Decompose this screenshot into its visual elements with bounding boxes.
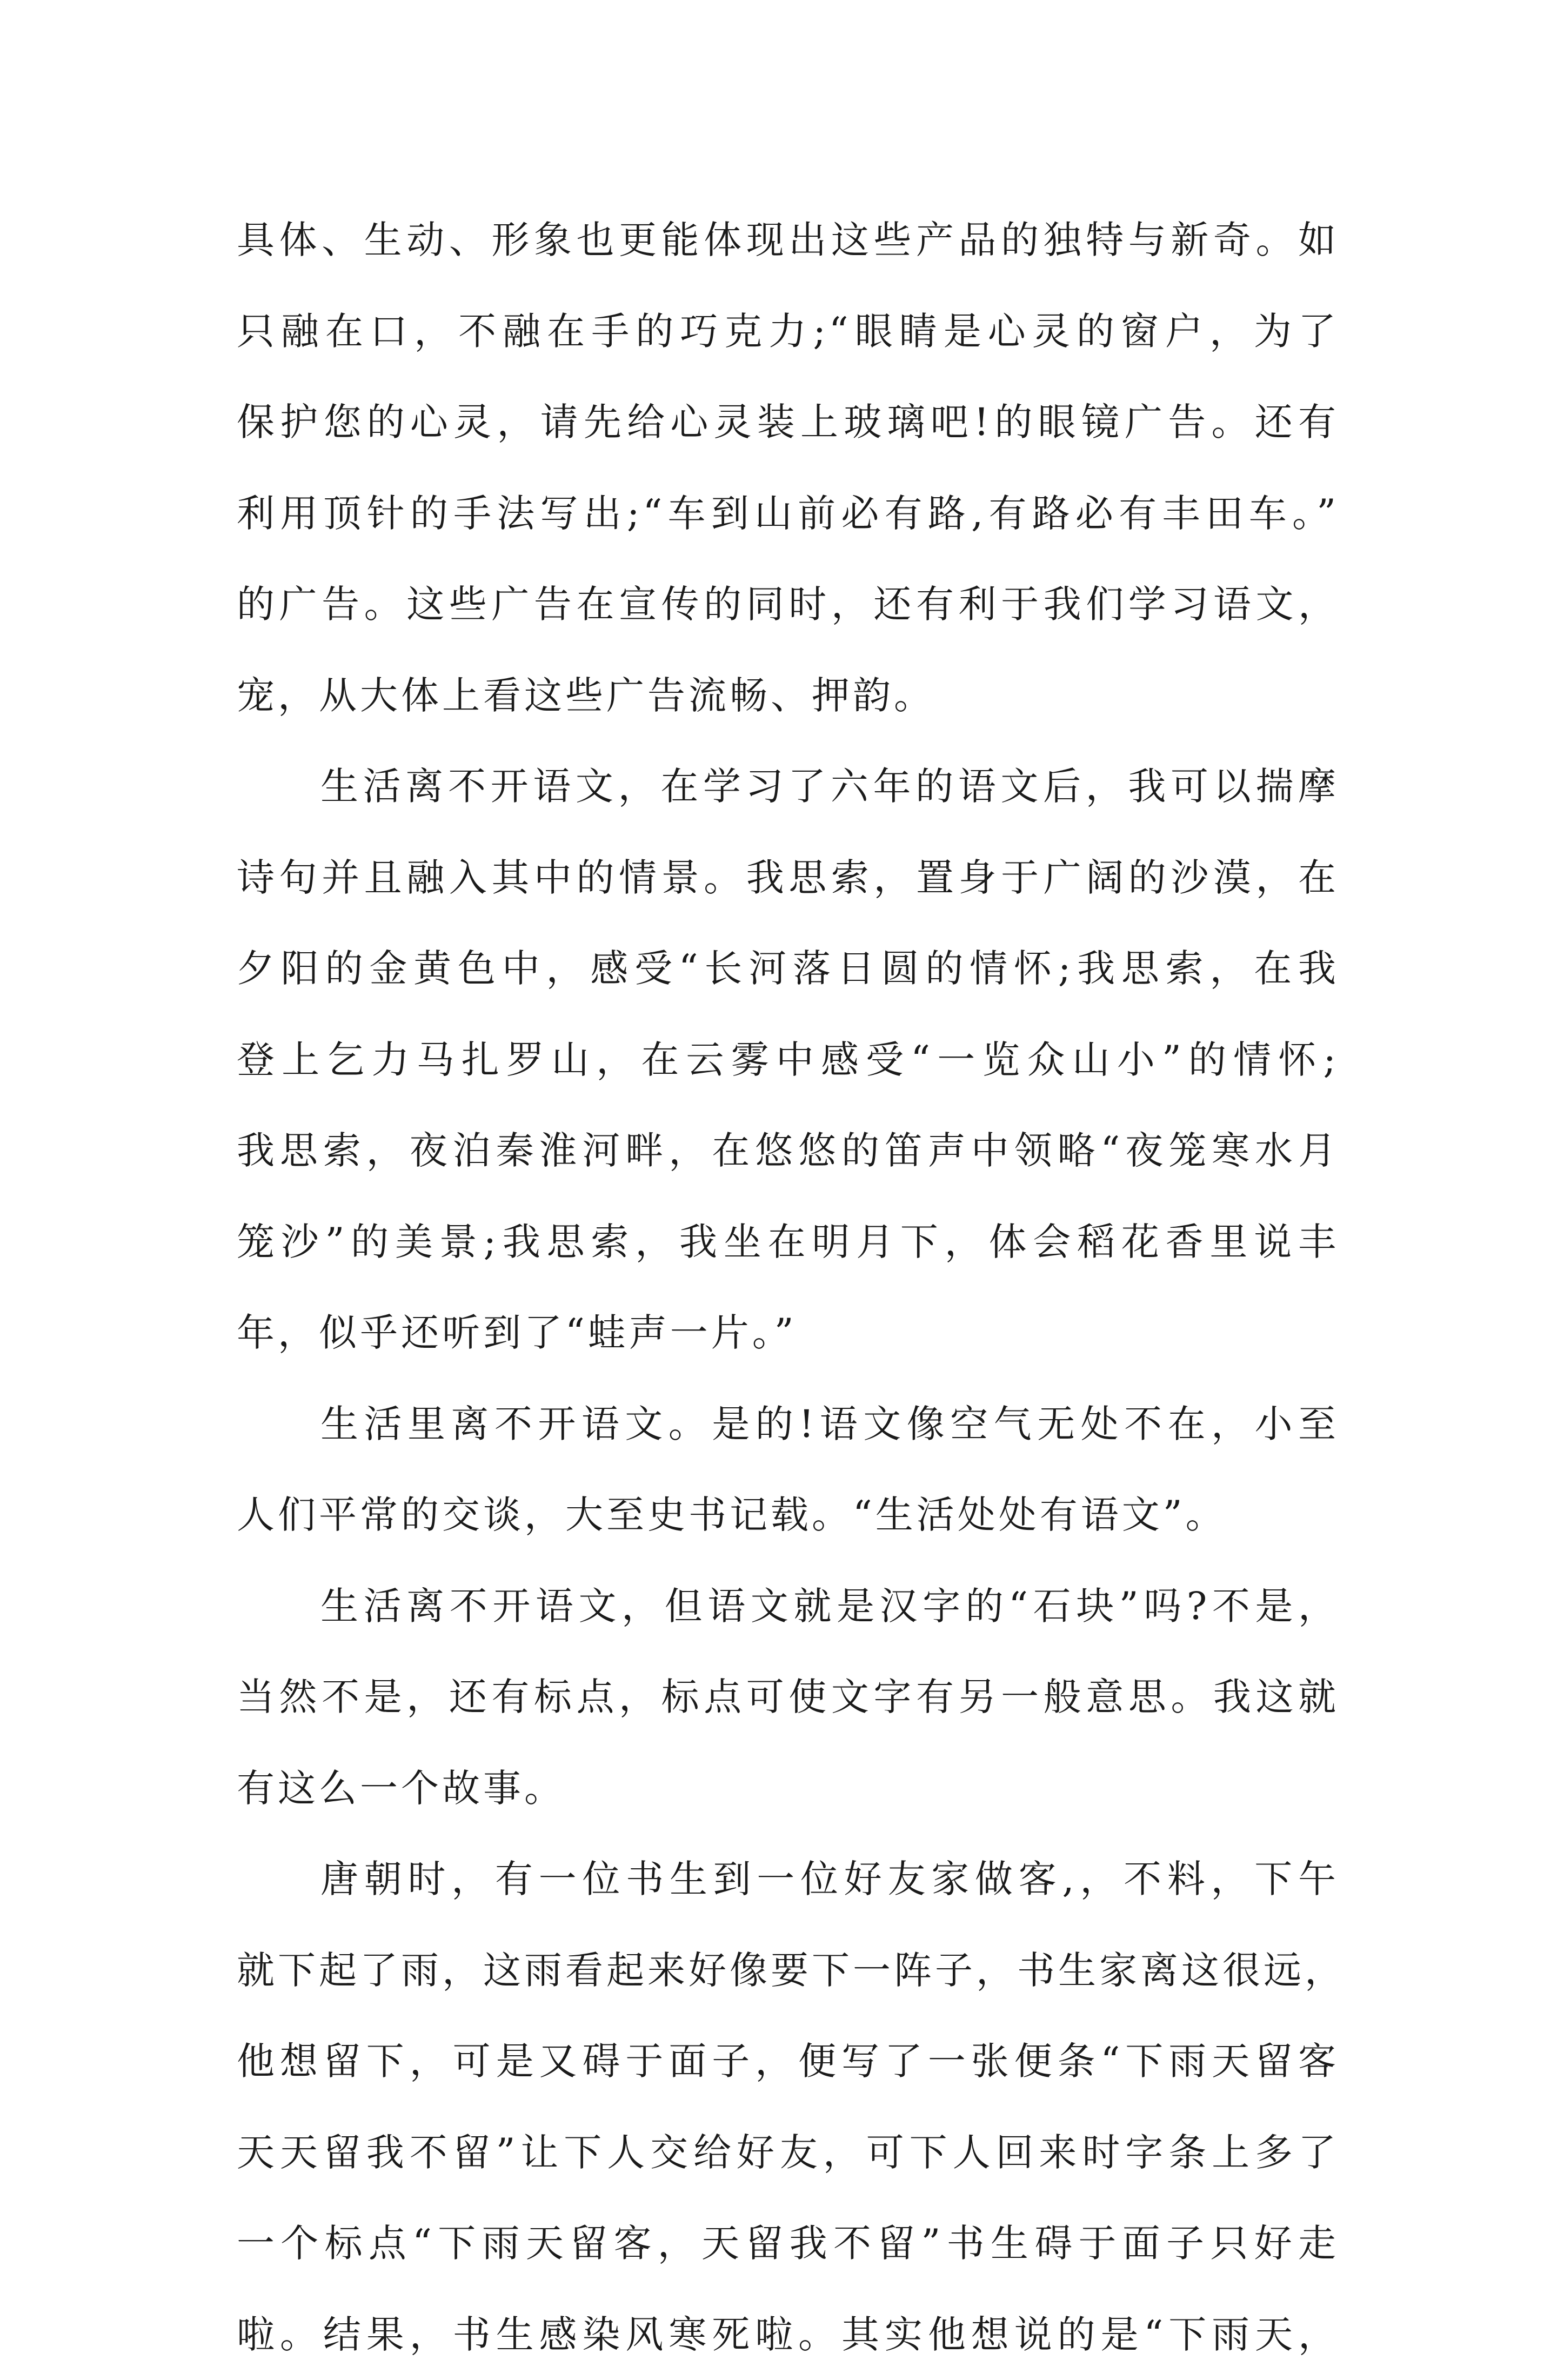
- text-line: 他想留下，可是又碍于面子，便写了一张便条“下雨天留客: [237, 2016, 1339, 2107]
- text-line: 生活里离不开语文。是的!语文像空气无处不在，小至: [237, 1379, 1339, 1470]
- text-line: 就下起了雨，这雨看起来好像要下一阵子，书生家离这很远，: [237, 1925, 1339, 2016]
- text-line: 天天留我不留”让下人交给好友，可下人回来时字条上多了: [237, 2107, 1339, 2198]
- text-line: 生活离不开语文，在学习了六年的语文后，我可以揣摩: [237, 741, 1339, 832]
- text-line: 的广告。这些广告在宣传的同时，还有利于我们学习语文，: [237, 559, 1339, 650]
- text-line: 利用顶针的手法写出;“车到山前必有路,有路必有丰田车。”: [237, 468, 1339, 559]
- text-line: 宠，从大体上看这些广告流畅、押韵。: [237, 650, 1339, 741]
- text-line: 我思索，夜泊秦淮河畔，在悠悠的笛声中领略“夜笼寒水月: [237, 1105, 1339, 1196]
- text-line: 只融在口，不融在手的巧克力;“眼睛是心灵的窗户，为了: [237, 286, 1339, 377]
- text-line: 生活离不开语文，但语文就是汉字的“石块”吗?不是，: [237, 1561, 1339, 1652]
- text-line: 人们平常的交谈，大至史书记载。“生活处处有语文”。: [237, 1469, 1339, 1561]
- text-line: 啦。结果，书生感染风寒死啦。其实他想说的是“下雨天，: [237, 2289, 1339, 2380]
- text-line: 笼沙”的美景;我思索，我坐在明月下，体会稻花香里说丰: [237, 1196, 1339, 1288]
- text-line: 一个标点“下雨天留客，天留我不留”书生碍于面子只好走: [237, 2198, 1339, 2289]
- text-line: 年，似乎还听到了“蛙声一片。”: [237, 1287, 1339, 1379]
- text-line: 有这么一个故事。: [237, 1743, 1339, 1834]
- body-text: [237, 195, 1339, 2380]
- text-line: 夕阳的金黄色中，感受“长河落日圆的情怀;我思索，在我: [237, 923, 1339, 1014]
- text-line: 具体、生动、形象也更能体现出这些产品的独特与新奇。如: [237, 195, 1339, 286]
- text-line: 登上乞力马扎罗山，在云雾中感受“一览众山小”的情怀;: [237, 1014, 1339, 1106]
- text-line: 诗句并且融入其中的情景。我思索，置身于广阔的沙漠，在: [237, 832, 1339, 924]
- text-line: 当然不是，还有标点，标点可使文字有另一般意思。我这就: [237, 1652, 1339, 1743]
- text-line: 保护您的心灵，请先给心灵装上玻璃吧!的眼镜广告。还有: [237, 377, 1339, 468]
- text-line: 唐朝时，有一位书生到一位好友家做客,，不料，下午: [237, 1834, 1339, 1925]
